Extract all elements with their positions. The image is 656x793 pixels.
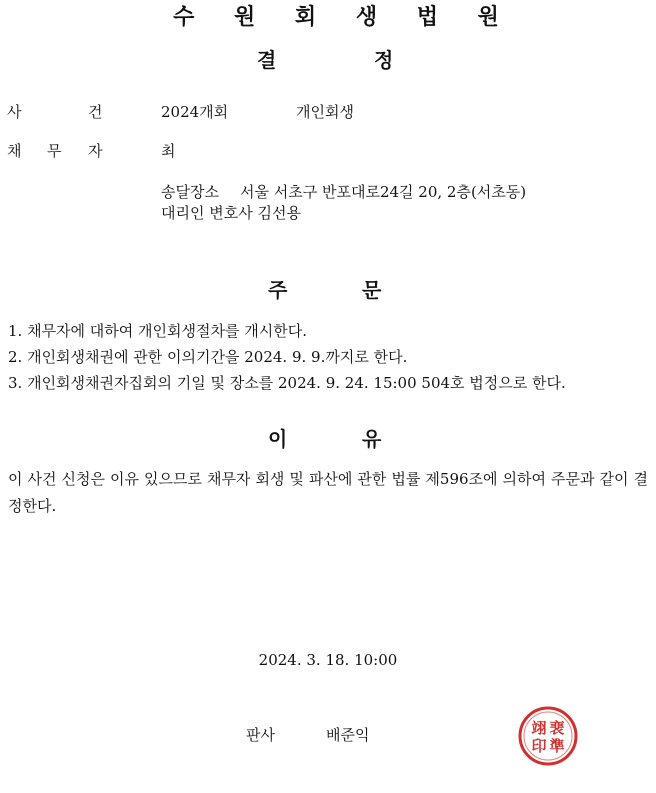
judge-name: 배준익 [326, 726, 370, 744]
case-label-char-2: 건 [88, 103, 103, 121]
judge-title: 판사 [246, 726, 275, 744]
service-address: 서울 서초구 반포대로24길 20, 2층(서초동) [240, 183, 527, 201]
legal-agent: 대리인 변호사 김선용 [161, 204, 301, 222]
seal-glyph: 裵 [549, 719, 565, 737]
order-heading-char-2: 문 [362, 278, 382, 302]
court-title: 수 원 회 생 법 원 [173, 5, 515, 30]
case-label [0, 101, 160, 121]
judge-seal-icon [518, 706, 578, 766]
case-label-char-1: 사 [7, 103, 22, 121]
debtor-label-char-3: 자 [88, 142, 103, 160]
debtor-label-char-2: 무 [47, 142, 62, 160]
reason-heading-char-1: 이 [268, 427, 288, 451]
decision-heading-char-1: 결 [257, 48, 277, 72]
decision-heading-char-2: 정 [374, 48, 394, 72]
debtor-label-char-1: 채 [7, 142, 22, 160]
debtor-name: 최 [161, 142, 176, 160]
case-number: 2024개회 [161, 103, 229, 121]
decision-date: 2024. 3. 18. 10:00 [258, 651, 398, 669]
seal-glyph: 印 [531, 737, 547, 755]
order-item-1: 1. 채무자에 대하여 개인회생절차를 개시한다. [8, 322, 307, 340]
service-address-label: 송달장소 [161, 183, 219, 201]
case-type: 개인회생 [296, 103, 354, 121]
reason-text: 이 사건 신청은 이유 있으므로 채무자 회생 및 파산에 관한 법률 제596조에 의하여 주문과 같이 결정한다. [8, 470, 648, 515]
seal-glyph: 翊 [531, 719, 547, 737]
order-heading-char-1: 주 [268, 278, 288, 302]
seal-glyph: 準 [549, 737, 565, 755]
order-item-2: 2. 개인회생채권에 관한 이의기간을 2024. 9. 9.까지로 한다. [8, 348, 408, 366]
reason-heading-char-2: 유 [362, 427, 382, 451]
order-item-3: 3. 개인회생채권자집회의 기일 및 장소를 2024. 9. 24. 15:00 504호 법정으로 한다. [8, 374, 566, 392]
debtor-label [0, 140, 160, 160]
